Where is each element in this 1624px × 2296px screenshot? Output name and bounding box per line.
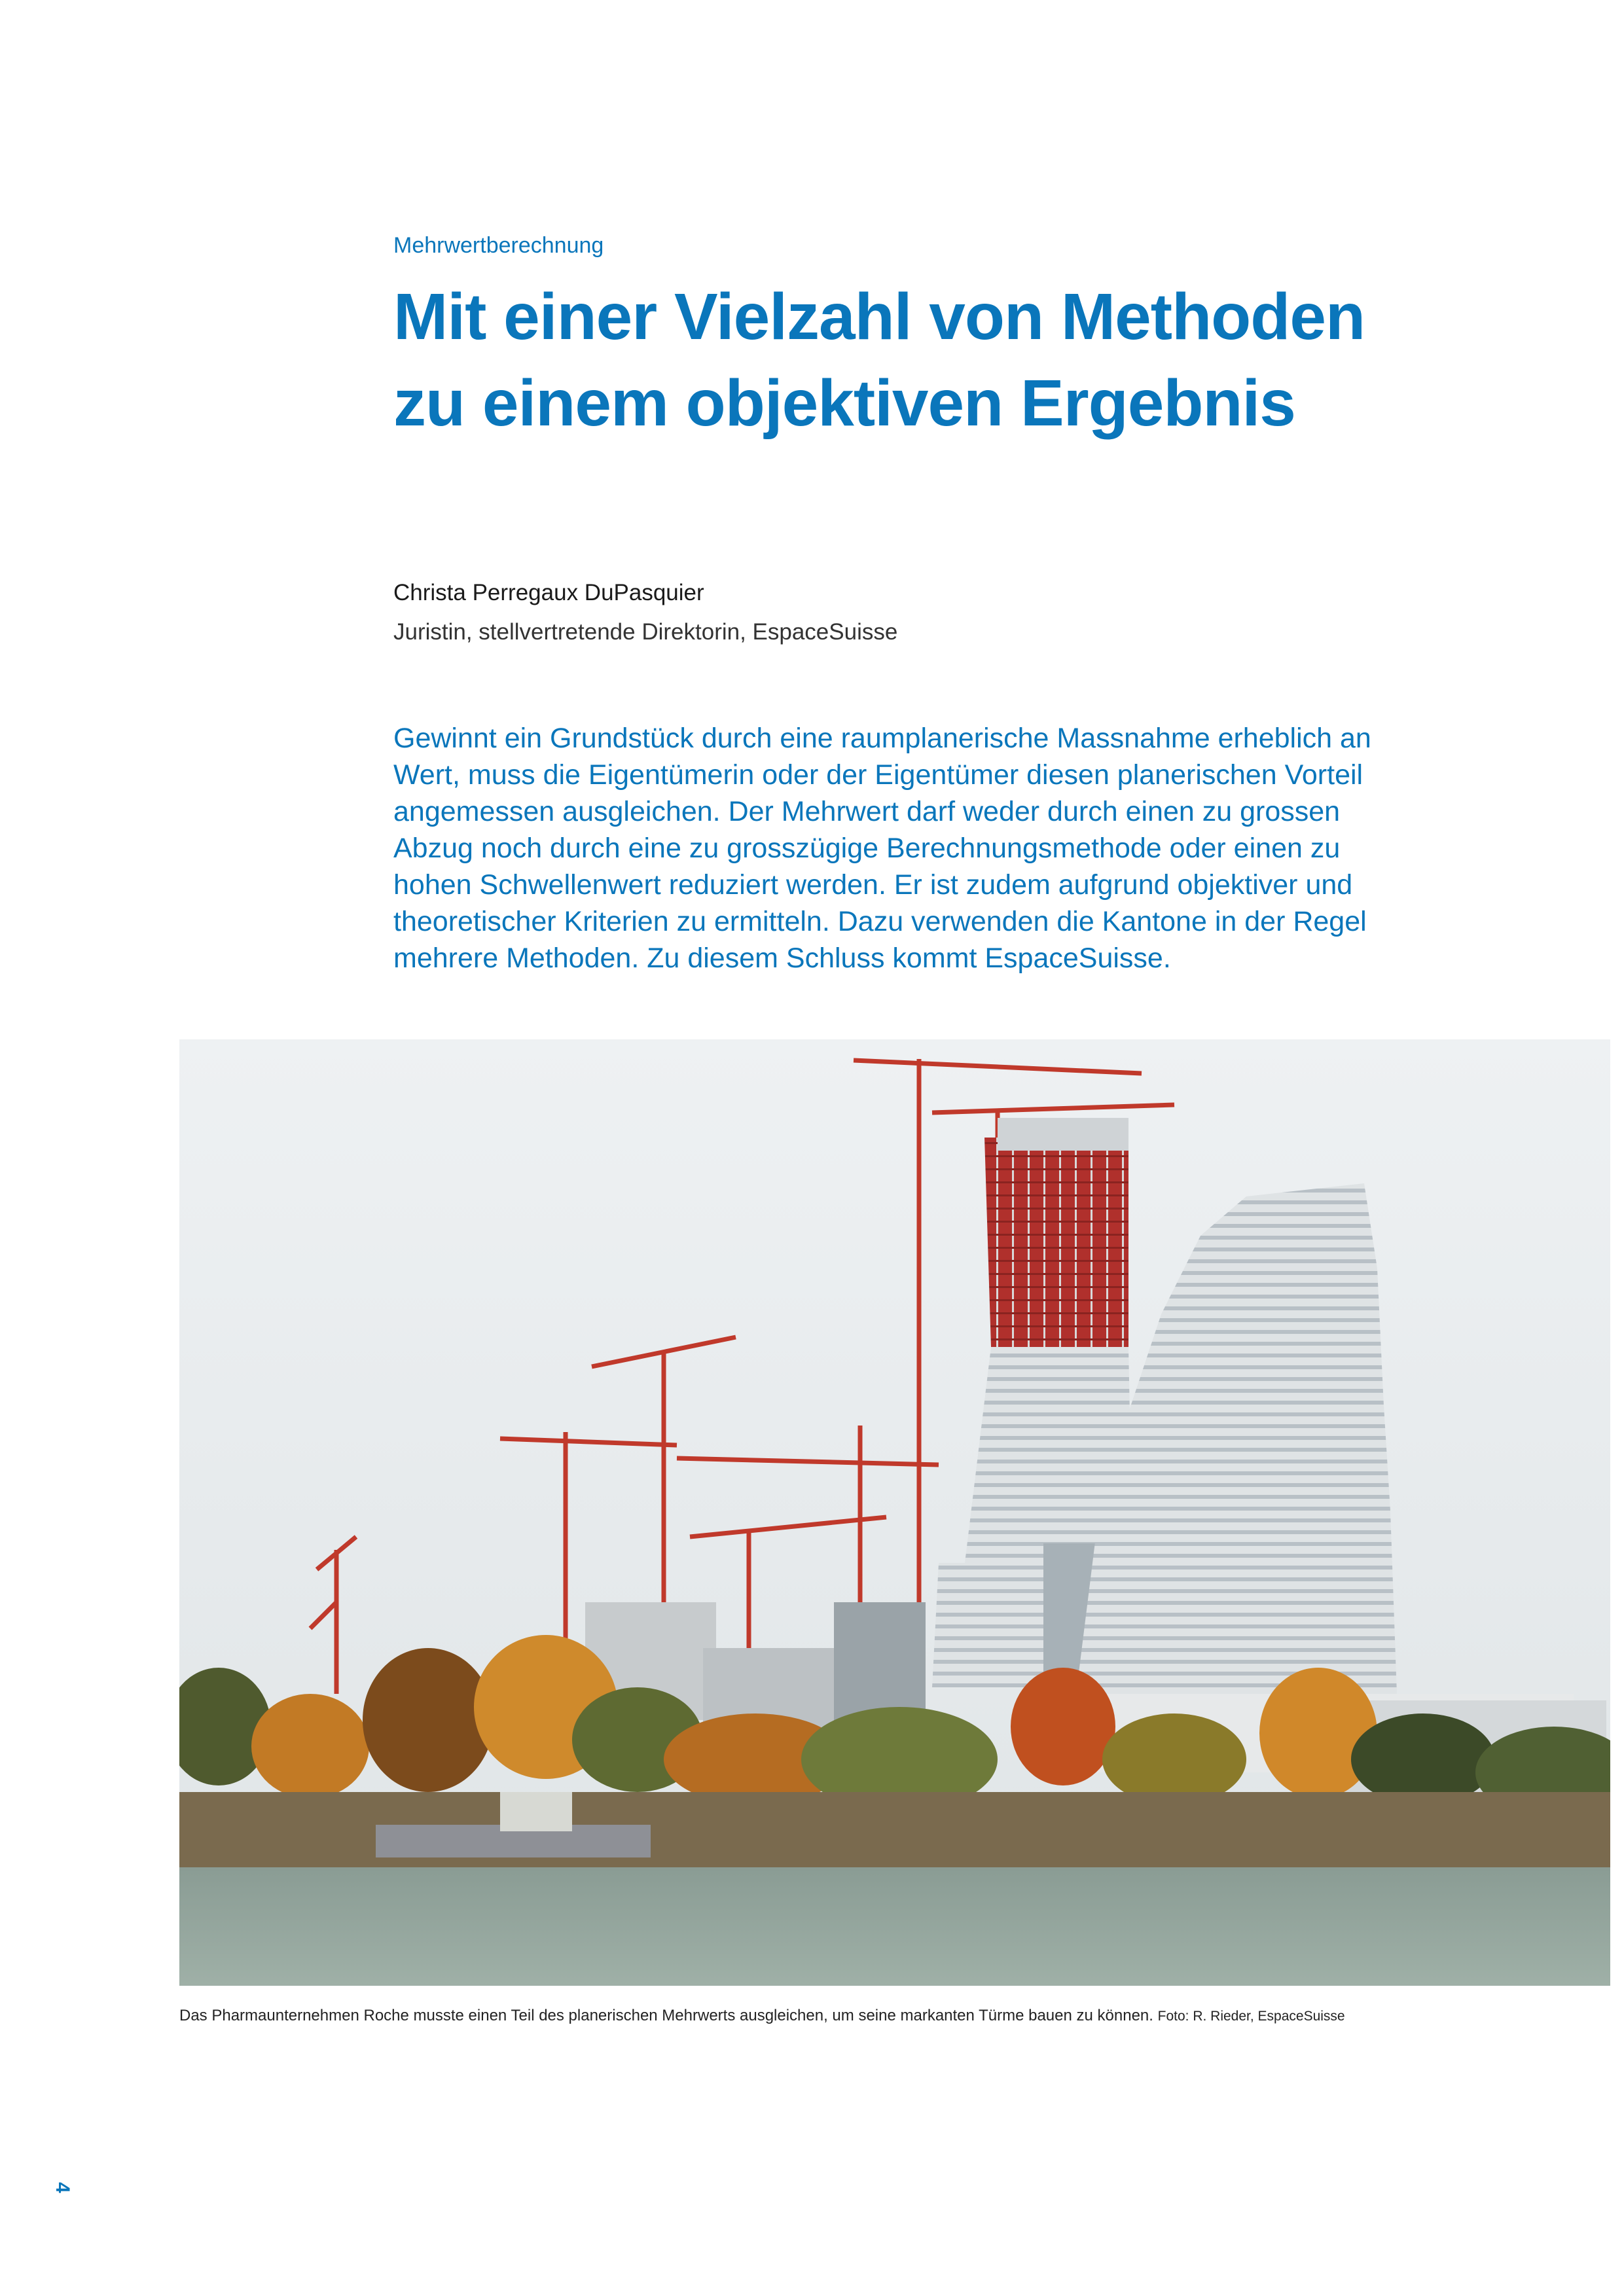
author-name: Christa Perregaux DuPasquier	[393, 580, 704, 605]
lead-paragraph: Gewinnt ein Grundstück durch eine raumplanerische Massnahme erheblich an Wert, muss die Eigentümerin oder der Eigentümer diesen planerischen Vorteil angemessen ausgleichen. Der Mehrwert darf weder durch einen zu grossen Abzug noch durch eine zu grosszügige Berechnungsmethode oder einen zu hohen Schwellenwert reduziert werden. Er ist zudem aufgrund objektiver und theoretischer Kriterien zu ermitteln. Dazu verwenden die Kantone in der Regel mehrere Methoden. Zu diesem Schluss kommt EspaceSuisse.	[393, 723, 1371, 974]
page-number: 4	[52, 2182, 73, 2193]
author-role: Juristin, stellvertretende Direktorin, EspaceSuisse	[393, 619, 898, 645]
photo-credit: Foto: R. Rieder, EspaceSuisse	[1157, 2009, 1345, 2024]
kicker: Mehrwertberechnung	[393, 233, 604, 258]
article-photo	[179, 1039, 1610, 1986]
figure-caption	[179, 2007, 1619, 2025]
article-title: Mit einer Vielzahl von Methoden zu einem objektiven Ergebnis	[393, 280, 1365, 440]
caption-text: Das Pharmaunternehmen Roche musste einen Teil des planerischen Mehrwerts ausgleichen, um seine markanten Türme bauen zu können.	[179, 2007, 1153, 2024]
